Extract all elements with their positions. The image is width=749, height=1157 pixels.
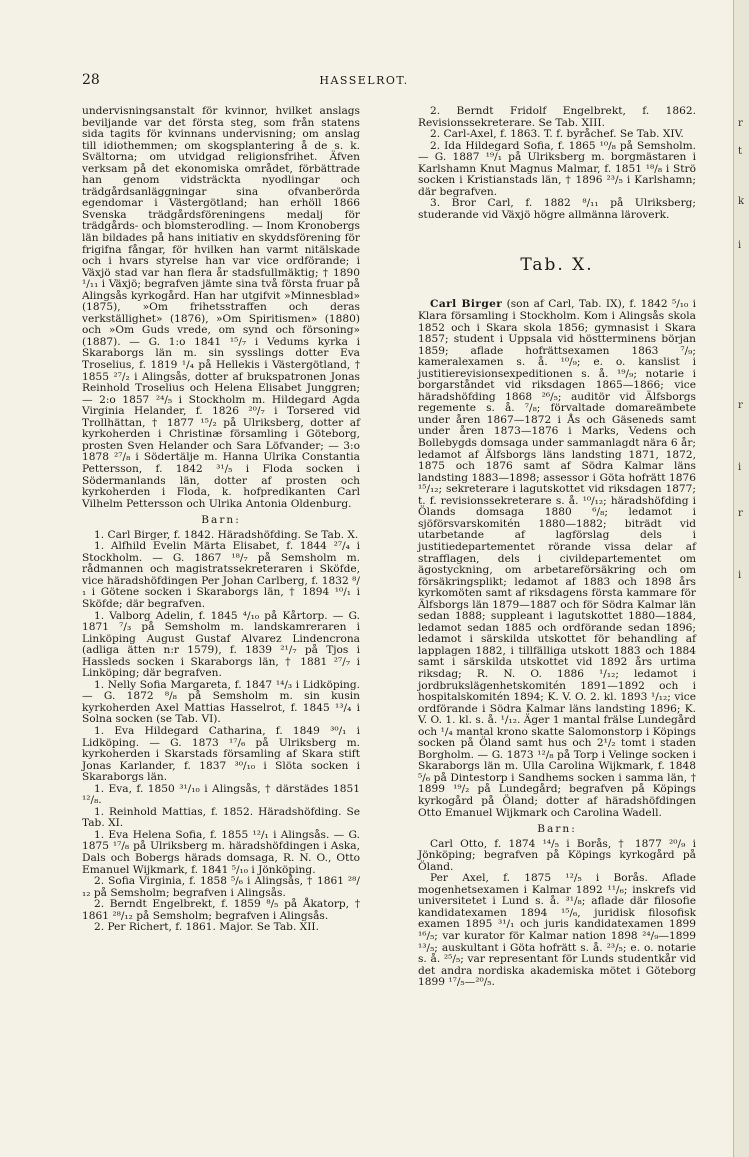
child-entry: 1. Eva Helena Sofia, f. 1855 ¹²/₁ i Alingsås. — G. 1875 ¹⁷/₈ på Ulriksberg m. häradshöfdingen i Aska, Dals och Bobergs härads domsaga, R. N. O., Otto Emanuel Wijkmark, f. 1841 ⁵/₁₀ i Jönköping.: [82, 828, 360, 876]
section-heading: Barn:: [537, 823, 577, 836]
section-heading: Barn:: [201, 514, 241, 527]
page-number: 28: [82, 72, 100, 88]
running-title: HASSELROT.: [319, 74, 409, 87]
child-entry: 2. Berndt Fridolf Engelbrekt, f. 1862. Revisionssekreterare. Se Tab. XIII.: [418, 105, 696, 129]
page-header: [82, 72, 646, 90]
child-entry: 2. Carl-Axel, f. 1863. T. f. byråchef. Se Tab. XIV.: [430, 128, 684, 141]
child-entry: 1. Alfhild Evelin Märta Elisabet, f. 1844 ²⁷/₄ i Stockholm. — G. 1867 ¹⁸/₇ på Semsholm m. rådmannen och magistratssekreteraren i Sköfde, vice häradshöfdingen Per Johan Carlberg, f. 1832 ⁸/₁ i Götene socken i Skaraborgs län, † 1894 ¹⁰/₁ i Sköfde; där begrafven.: [82, 540, 360, 610]
adjacent-page-edge: [733, 0, 749, 1157]
edge-letter: i: [738, 570, 742, 581]
child-entry: 2. Ida Hildegard Sofia, f. 1865 ¹⁰/₈ på Semsholm. — G. 1887 ¹⁹/₁ på Ulriksberg m. borgmästaren i Karlshamn Knut Magnus Malmar, f. 1851 ¹⁸/₈ i Strö socken i Kristianstads län, † 1896 ²³/₅ i Karlshamn; där begrafven.: [418, 139, 696, 198]
right-column: [418, 106, 696, 989]
child-entry: 2. Per Richert, f. 1861. Major. Se Tab. XII.: [94, 921, 319, 934]
child-entry: 1. Valborg Adelin, f. 1845 ⁴/₁₀ på Kårtorp. — G. 1871 ⁷/₃ på Semsholm m. landskamreraren i Linköping August Gustaf Alvarez Lindencrona (adliga ätten n:r 1579), f. 1839 ²¹/₇ på Tjos i Hassleds socken i Skaraborgs län, † 1881 ²⁷/₇ i Linköping; där begrafven.: [82, 609, 360, 680]
edge-letter: r: [738, 508, 743, 519]
child-entry: 1. Eva Hildegard Catharina, f. 1849 ³⁰/₁ i Lidköping. — G. 1873 ¹⁷/₆ på Ulriksberg m. kyrkoherden i Skarstads församling af Skara stift Jonas Karlander, f. 1837 ³⁰/₁₀ i Slöta socken i Skaraborgs län.: [82, 724, 360, 784]
edge-letter: i: [738, 462, 742, 473]
edge-letter: i: [738, 240, 742, 251]
biography-paragraph: [418, 299, 696, 819]
child-entry: 2. Sofia Virginia, f. 1858 ⁵/₆ i Alingsås, † 1861 ²⁸/₁₂ på Semsholm; begrafven i Alingsås.: [82, 875, 360, 899]
person-name: Carl Birger: [430, 298, 503, 311]
child-entry: 2. Berndt Engelbrekt, f. 1859 ⁸/₅ på Åkatorp, † 1861 ²⁸/₁₂ på Semsholm; begrafven i Alingsås.: [82, 898, 360, 922]
edge-letter: t: [738, 146, 743, 157]
continued-paragraph: undervisningsanstalt för kvinnor, hvilket anslags beviljande var det första steg, som från statens sida tagits för kvinnans undervisning; om anslag till idiothemmen; om skogsplantering å de s. k. Svältorna; om utvidgad religionsfrihet. Äfven verksam på det ekonomiska området, förbättrade han genom vidsträckta nyodlingar och trädgårdsanläggningar sina ofvanberörda egendomar i Västergötland; han erhöll 1866 Svenska trädgårdsföreningens medalj för trädgårds- och blomsterodling. — Inom Kronobergs län bildades på hans initiativ en skyddsförening för frigifna fångar, för hvilken han varmt nitälskade och i hvars styrelse han var vice ordförande; i Växjö stad var han flera år stadsfullmäktig; † 1890 ¹/₁₁ i Växjö; begrafven jämte sina två första fruar på Alingsås kyrkogård. Han har utgifvit »Minnesblad» (1875), »Om frihetsstraffen och deras verkställighet» (1876), »Om Spiritismen» (1880) och »Om Guds vrede, om synd och försoning» (1887). — G. 1:o 1841 ¹⁵/₇ i Vedums kyrka i Skaraborgs län m. sin sysslings dotter Eva Troselius, f. 1819 ¹/₄ på Hellekis i Västergötland, † 1855 ²⁷/₂ i Alingsås, dotter af brukspatronen Jonas Reinhold Troselius och Helena Elisabet Junggren; — 2:o 1857 ²⁴/₅ i Stockholm m. Hildegard Agda Virginia Helander, f. 1826 ²⁰/₇ i Torsered vid Trollhättan, † 1877 ¹⁵/₂ på Ulriksberg, dotter af kyrkoherden i Christinæ församling i Göteborg, prosten Sven Helander och Sara Löfvander; — 3:o 1878 ²⁷/₈ i Södertälje m. Hanna Ulrika Constantia Pettersson, f. 1842 ³¹/₅ i Floda socken i Södermanlands län, dotter af prosten och kyrkoherden i Floda, k. hofpredikanten Carl Vilhelm Pettersson och Ulrika Antonia Oldenburg.: [82, 105, 360, 510]
biography-text: (son af Carl, Tab. IX), f. 1842 ⁵/₁₀ i Klara församling i Stockholm. Kom i Alingsås skola 1852 och i Skara skola 1856; gymnasist i Skara 1857; student i Uppsala vid höstterminens början 1859; aflade hofrättsexamen 1863 ⁷/₉; kameralexamen s. å. ¹⁰/₉; e. o. kanslist i justitierevisionsexpeditionen s. å. ¹⁹/₉; notarie i borgarståndet vid riksdagen 1865—1866; vice häradshöfding 1868 ²⁶/₅; auditör vid Älfsborgs regemente s. å. ⁷/₈; förvaltade domareämbete under åren 1867—1872 i Ås och Gäseneds samt under åren 1873—1876 i Marks, Vedens och Bollebygds domsaga under sammanlagdt nära 6 år; ledamot af Älfsborgs läns landsting 1871, 1872, 1875 och 1876 samt af Södra Kalmar läns landsting 1883—1898; assessor i Göta hofrätt 1876 ¹⁵/₁₂; sekreterare i lagutskottet vid riksdagen 1877; t. f. revisionssekreterare s. å. ¹⁰/₁₂; häradshöfding i Ölands domsaga 1880 ⁶/₈; ledamot i sjöförsvarskomitén 1880—1882; biträdt vid utarbetande af lagförslag dels i justitiedepartementet rörande vissa delar af strafflagen, dels i civildepartementet om ägostyckning, om arbetareförsäkring och om försäkringsplikt; ledamot af 1883 och 1898 års kyrkomöten samt af riksdagens första kammare för Älfsborgs län 1879—1887 och för Södra Kalmar län sedan 1888; suppleant i lagutskottet 1880—1884, ledamot sedan 1885 och ordförande sedan 1896; ledamot i särskilda utskottet för behandling af lapplagen 1882, i tillfälliga utskott 1883 och 1884 samt i särskilda utskottet vid 1892 års urtima riksdag; R. N. O. 1886 ¹/₁₂; ledamot i jordbrukslägenhetskomitén 1891—1892 och i hospitalskomitén 1894; K. V. O. 2. kl. 1893 ¹/₁₂; vice ordförande i Södra Kalmar läns landsting 1896; K. V. O. 1. kl. s. å. ¹/₁₂. Äger 1 mantal frälse Lundegård och ¹/₄ mantal krono skatte Salomonstorp i Köpings socken på Öland samt hus och 2¹/₂ tomt i staden Borgholm. — G. 1873 ¹²/₈ på Torp i Velinge socken i Skaraborgs län m. Ulla Carolina Wijkmark, f. 1848 ⁵/₆ på Dintestorp i Sandhems socken i samma län, † 1899 ¹⁹/₂ på Lundegård; begrafven på Köpings kyrkogård på Öland; dotter af häradshöfdingen Otto Emanuel Wijkmark och Carolina Wadell.: [418, 298, 696, 819]
child-entry: 1. Eva, f. 1850 ³¹/₁₀ i Alingsås, † därstädes 1851 ¹²/₈.: [82, 782, 360, 807]
child-entry: 1. Nelly Sofia Margareta, f. 1847 ¹⁴/₃ i Lidköping. — G. 1872 ⁸/₈ på Semsholm m. sin kusin kyrkoherden Axel Mattias Hasselrot, f. 1845 ¹³/₄ i Solna socken (se Tab. VI).: [82, 678, 360, 726]
child-entry: 3. Bror Carl, f. 1882 ⁸/₁₁ på Ulriksberg; studerande vid Växjö högre allmänna läroverk.: [418, 197, 696, 221]
edge-letter: r: [738, 118, 743, 129]
edge-letter: k: [738, 196, 745, 207]
edge-letter: r: [738, 400, 743, 411]
child-entry: Carl Otto, f. 1874 ¹⁴/₅ i Borås, † 1877 ²⁰/₉ i Jönköping; begrafven på Köpings kyrkogård på Öland.: [418, 837, 696, 873]
table-heading: Tab. X.: [520, 255, 594, 276]
child-entry: 1. Reinhold Mattias, f. 1852. Häradshöfding. Se Tab. XI.: [82, 805, 360, 830]
child-entry: 1. Carl Birger, f. 1842. Häradshöfding. Se Tab. X.: [94, 528, 359, 541]
child-entry: Per Axel, f. 1875 ¹²/₅ i Borås. Aflade mogenhetsexamen i Kalmar 1892 ¹¹/₆; inskrefs vid universitetet i Lund s. å. ³¹/₈; aflade där filosofie kandidatexamen 1894 ¹⁵/₆, juridisk filosofisk examen 1895 ³¹/₁ och juris kandidatexamen 1899 ¹⁶/₅; var kurator för Kalmar nation 1898 ²⁴/₉—1899 ¹³/₅; auskultant i Göta hofrätt s. å. ²³/₅; e. o. notarie s. å. ²⁵/₅; var representant för Lunds studentkår vid det andra nordiska akademiska mötet i Göteborg 1899 ¹⁷/₅—²⁰/₅.: [418, 872, 696, 989]
left-column: [82, 106, 360, 934]
